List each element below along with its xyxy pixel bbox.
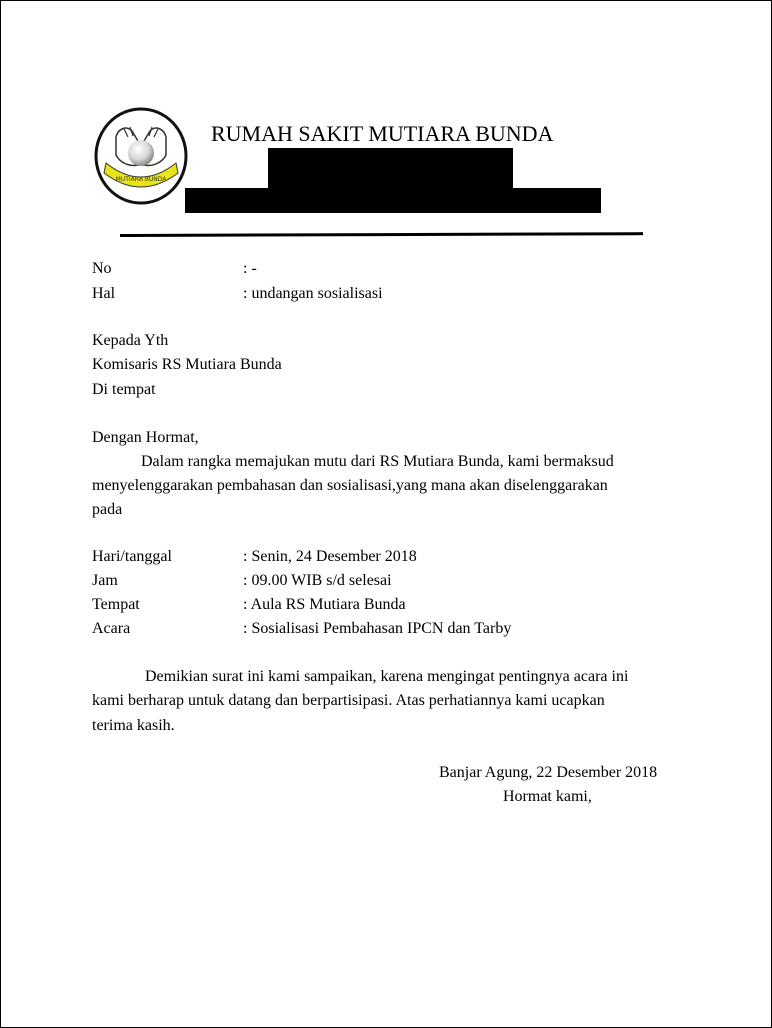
no-label: No — [92, 260, 112, 277]
logo-text: MUTIARA BUNDA — [115, 176, 167, 183]
hal-label: Hal — [92, 285, 116, 302]
body-paragraph-line: menyelenggarakan pembahasan dan sosialisasi,yang mana akan diselenggarakan — [92, 477, 608, 494]
event-time-label: Jam — [92, 572, 118, 589]
redaction-bar — [268, 148, 513, 190]
event-day-label: Hari/tanggal — [92, 548, 172, 565]
event-place-label: Tempat — [92, 596, 140, 613]
no-value: : - — [243, 260, 257, 277]
hospital-name: RUMAH SAKIT MUTIARA BUNDA — [211, 121, 554, 146]
redaction-bar — [185, 188, 601, 213]
event-agenda-value: : Sosialisasi Pembahasan IPCN dan Tarby — [243, 620, 512, 637]
greeting: Dengan Hormat, — [92, 429, 199, 446]
body-paragraph-line: Dalam rangka memajukan mutu dari RS Mutiara Bunda, kami bermaksud — [141, 453, 614, 470]
hospital-logo — [94, 107, 188, 205]
event-time-value: : 09.00 WIB s/d selesai — [243, 572, 392, 589]
event-agenda-label: Acara — [92, 620, 131, 637]
event-day-value: : Senin, 24 Desember 2018 — [243, 548, 417, 565]
closing-line: kami berharap untuk datang dan berpartisipasi. Atas perhatiannya kami ucapkan — [92, 692, 605, 709]
body-paragraph-line: pada — [92, 501, 123, 518]
closing-line: terima kasih. — [92, 717, 175, 734]
closing-line: Demikian surat ini kami sampaikan, karena mengingat pentingnya acara ini — [145, 668, 629, 685]
signature-regards: Hormat kami, — [503, 788, 592, 805]
hal-value: : undangan sosialisasi — [243, 285, 383, 302]
recipient-line: Komisaris RS Mutiara Bunda — [92, 356, 282, 373]
event-place-value: : Aula RS Mutiara Bunda — [243, 596, 406, 613]
signature-place-date: Banjar Agung, 22 Desember 2018 — [439, 764, 658, 781]
recipient-line: Kepada Yth — [92, 332, 169, 349]
recipient-line: Di tempat — [92, 381, 156, 398]
